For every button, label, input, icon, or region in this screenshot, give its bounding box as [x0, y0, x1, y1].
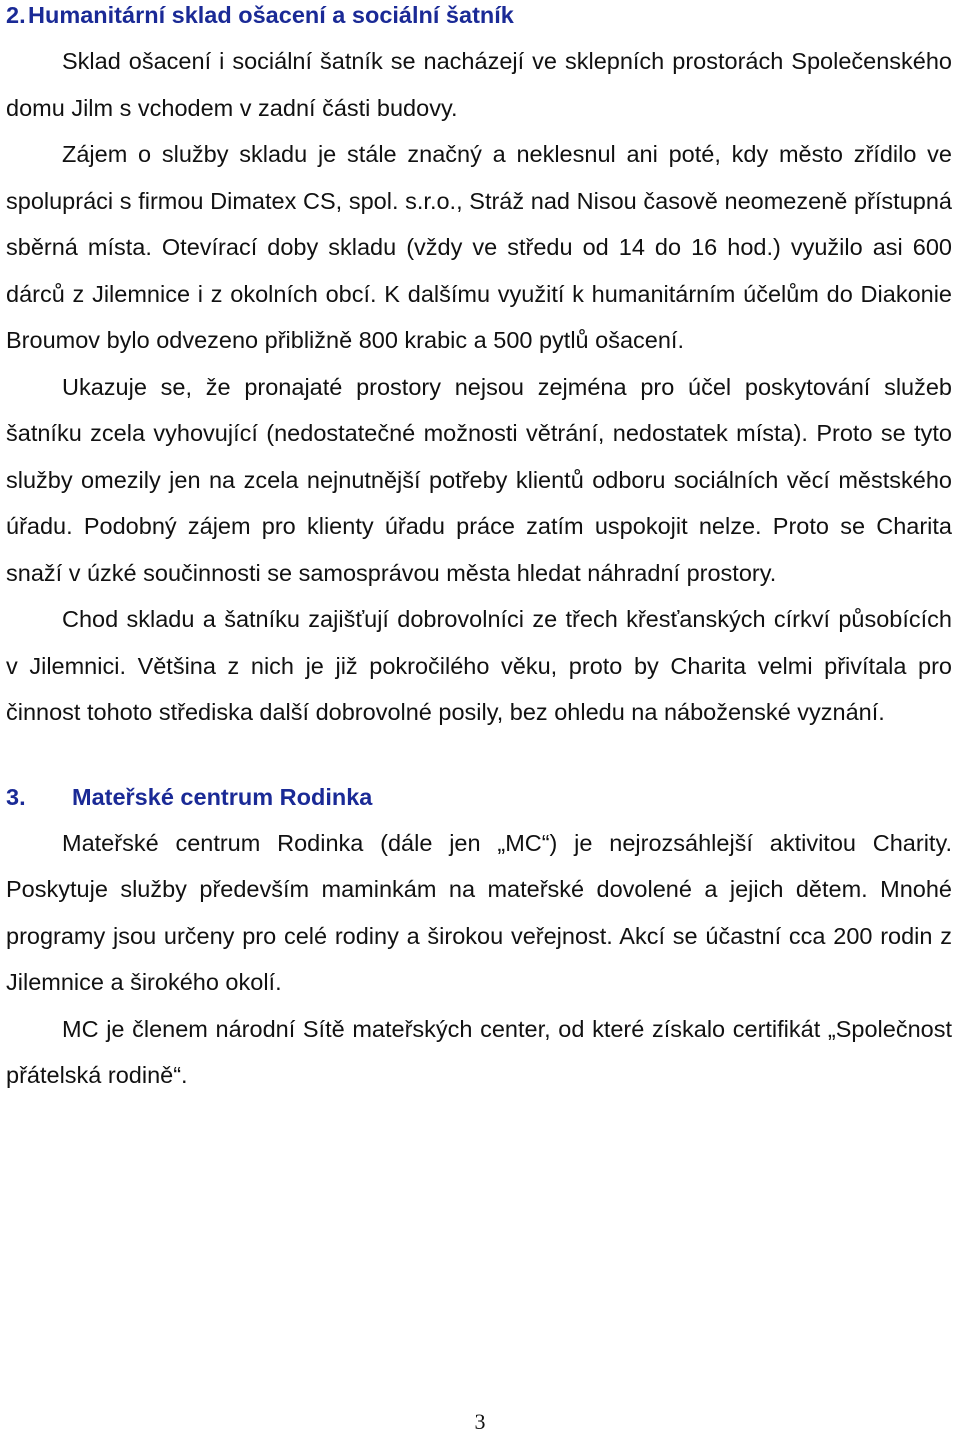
section-3-heading: [6, 774, 960, 820]
section-2-title: Humanitární sklad ošacení a sociální šatník: [28, 2, 514, 28]
section-2-paragraph-3: Ukazuje se, že pronajaté prostory nejsou zejména pro účel poskytování služeb šatníku zcela vyhovující (nedostatečné možnosti větrání, nedostatek místa). Proto se tyto služby omezily jen na zcela nejnutnější potřeby klientů odboru sociálních věcí městského úřadu. Podobný zájem pro klienty úřadu práce zatím uspokojit nelze. Proto se Charita snaží v úzké součinnosti se samosprávou města hledat náhradní prostory.: [6, 373, 952, 586]
section-3-number: 3.: [6, 783, 26, 810]
section-2-paragraph-2: Zájem o služby skladu je stále značný a neklesnul ani poté, kdy město zřídilo ve spolupráci s firmou Dimatex CS, spol. s.r.o., Stráž nad Nisou časově neomezeně přístupná sběrná místa. Otevírací doby skladu (vždy ve středu od 14 do 16 hod.) využilo asi 600 dárců z Jilemnice i z okolních obcí. K dalšímu využití k humanitárním účelům do Diakonie Broumov bylo odvezeno přibližně 800 krabic a 500 pytlů ošacení.: [6, 141, 952, 353]
section-3-title: Mateřské centrum Rodinka: [72, 783, 373, 810]
section-2-paragraph-1: Sklad ošacení i sociální šatník se nacházejí ve sklepních prostorách Společenského domu Jilm s vchodem v zadní části budovy.: [6, 48, 952, 121]
section-3-paragraph-2: MC je členem národní Sítě mateřských center, od které získalo certifikát „Společnost přátelská rodině“.: [6, 1015, 952, 1088]
page-number: 3: [474, 1409, 486, 1434]
section-2-number: 2.: [6, 2, 26, 28]
section-2-heading: [6, 0, 960, 38]
section-3-paragraph-1: Mateřské centrum Rodinka (dále jen „MC“) je nejrozsáhlejší aktivitou Charity. Poskytuje služby především maminkám na mateřské dovolené a jejich dětem. Mnohé programy jsou určeny pro celé rodiny a širokou veřejnost. Akcí se účastní cca 200 rodin z Jilemnice a širokého okolí.: [6, 829, 952, 995]
section-2-paragraph-4: Chod skladu a šatníku zajišťují dobrovolníci ze třech křesťanských církví působících v Jilemnici. Většina z nich je již pokročilého věku, proto by Charita velmi přivítala pro činnost tohoto střediska další dobrovolné posily, bez ohledu na náboženské vyznání.: [6, 606, 952, 725]
